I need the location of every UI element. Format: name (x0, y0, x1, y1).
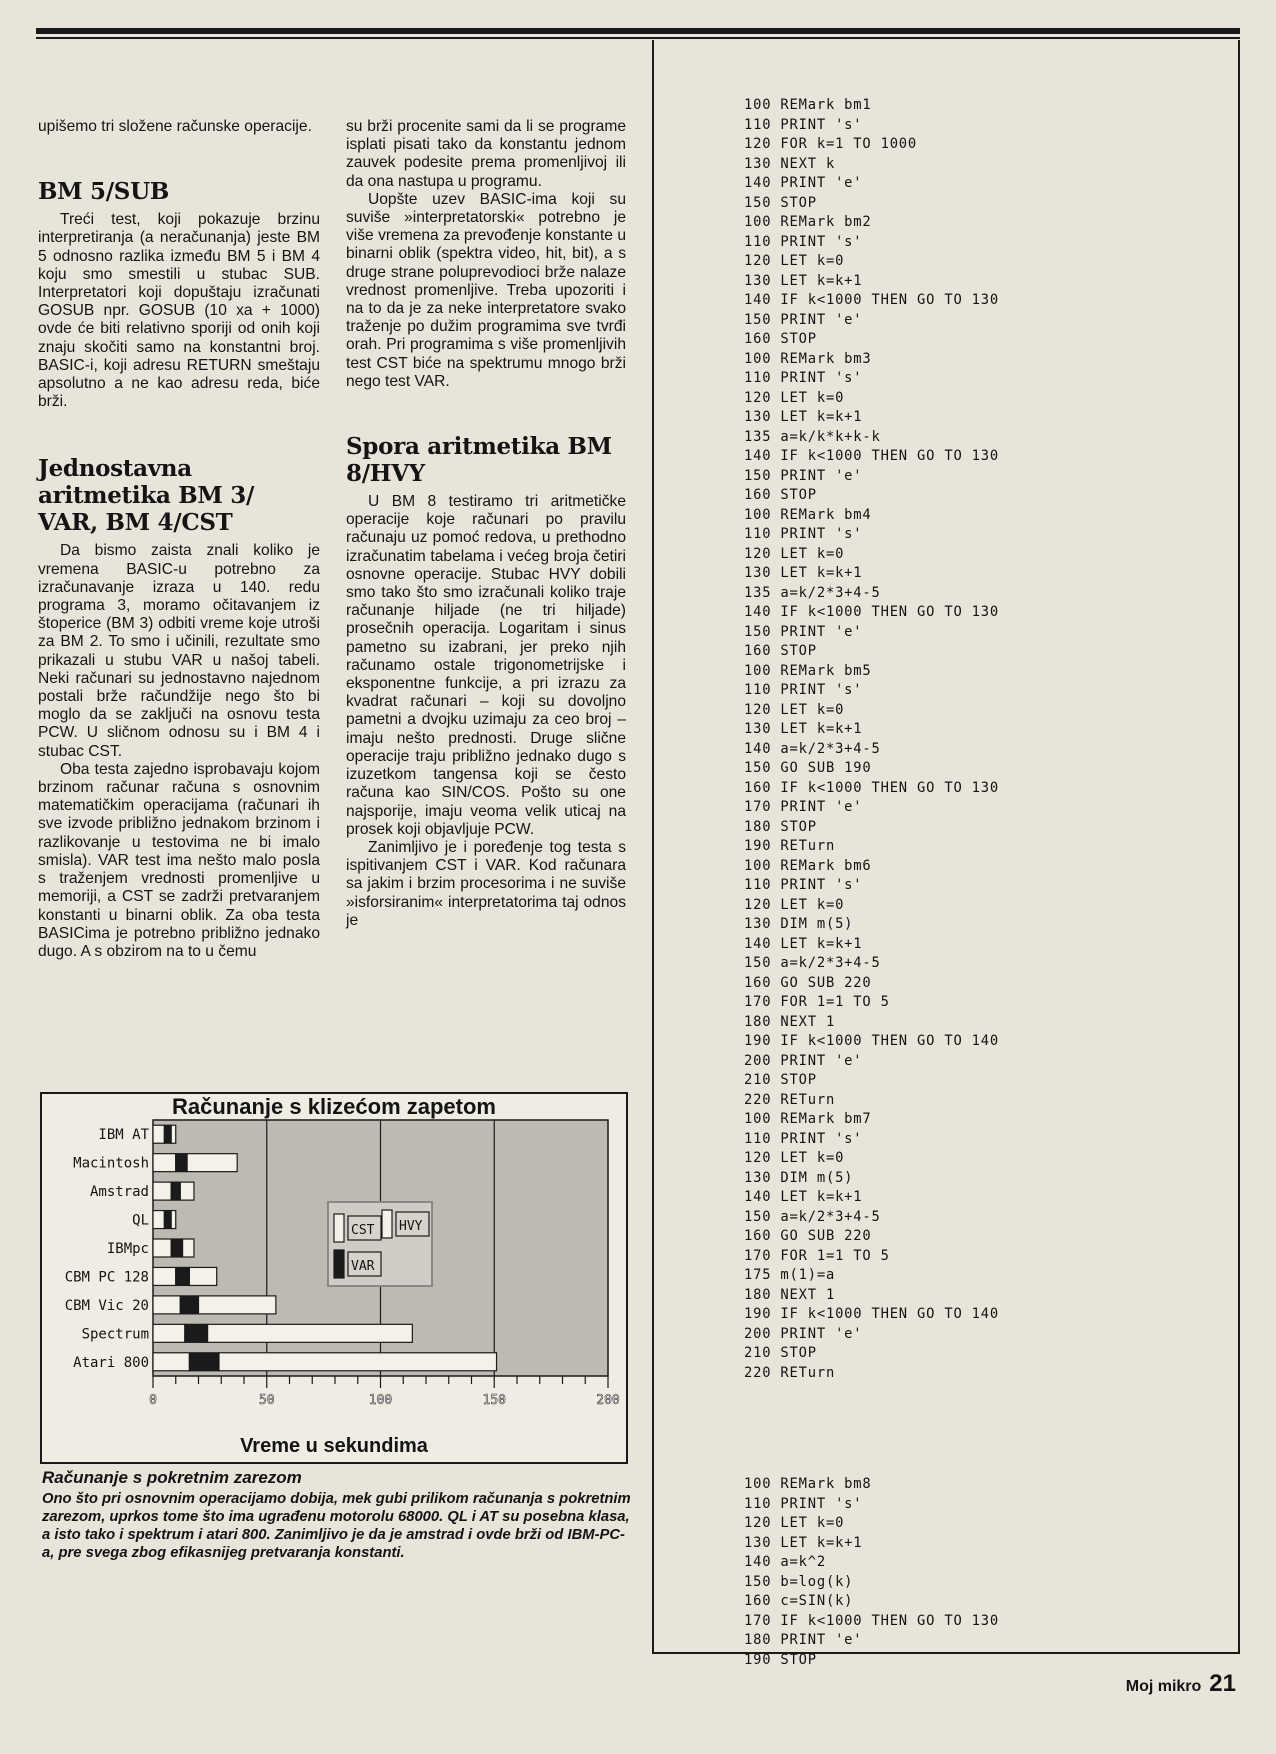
bar-cst (153, 1353, 189, 1371)
x-tick-label: 0 (149, 1393, 157, 1408)
legend-cst-swatch (334, 1214, 344, 1242)
category-label: Spectrum (81, 1326, 149, 1343)
code-listing-box (652, 40, 1240, 1668)
x-tick-label: 50 (258, 1393, 275, 1408)
caption-title: Računanje s pokretnim zarezom (42, 1468, 302, 1487)
bar-hvy (183, 1239, 194, 1257)
code-listing-bm8: 100 REMark bm8 110 PRINT 's' 120 LET k=0 130 LET k=k+1 140 a=k^2 150 b=log(k) 160 c=SIN(k) 170 IF k<1000 THEN GO TO 130 180 PRINT 'e' 190 STOP (744, 1476, 999, 1668)
x-tick-label: 200 (596, 1393, 620, 1408)
bar-hvy (187, 1154, 237, 1172)
x-tick-label: 100 (368, 1393, 393, 1408)
code-listing-bm1-bm7: 100 REMark bm1 110 PRINT 's' 120 FOR k=1 TO 1000 130 NEXT k 140 PRINT 'e' 150 STOP 100 REMark bm2 110 PRINT 's' 120 LET k=0 130 LET k=k+1 140 IF k<1000 THEN GO TO 130 150 PRINT 'e' 160 STOP 100 REMark bm3 110 PRINT 's' 120 LET k=0 130 LET k=k+1 135 a=k/k*k+k-k 140 IF k<1000 THEN GO TO 130 150 PRINT 'e' 160 STOP 100 REMark bm4 110 PRINT 's' 120 LET k=0 130 LET k=k+1 135 a=k/2*3+4-5 140 IF k<1000 THEN GO TO 130 150 PRINT 'e' 160 STOP 100 REMark bm5 110 PRINT 's' 120 LET k=0 130 LET k=k+1 140 a=k/2*3+4-5 150 GO SUB 190 160 IF k<1000 THEN GO TO 130 170 PRINT 'e' 180 STOP 190 RETurn 100 REMark bm6 110 PRINT 's' 120 LET k=0 130 DIM m(5) 140 LET k=k+1 150 a=k/2*3+4-5 160 GO SUB 220 170 FOR 1=1 TO 5 180 NEXT 1 190 IF k<1000 THEN GO TO 140 200 PRINT 'e' 210 STOP 220 RETurn 100 REMark bm7 110 PRINT 's' 120 LET k=0 130 DIM m(5) 140 LET k=k+1 150 a=k/2*3+4-5 160 GO SUB 220 170 FOR 1=1 TO 5 175 m(1)=a 180 NEXT 1 190 IF k<1000 THEN GO TO 140 200 PRINT 'e' 210 STOP 220 RETurn (744, 97, 999, 1381)
paragraph: Zanimljivo je i poređenje tog testa s ispitivanjem CST i VAR. Kod računara sa jakim i brzim procesorima i ne suviše »isforsiranim« interpretatorima taj odnos je (346, 838, 626, 929)
category-label: QL (132, 1212, 149, 1229)
bar-var (164, 1125, 171, 1143)
top-rule (36, 28, 1240, 34)
paragraph: su brži procenite sami da li se programe isplati pisati tako da konstantu jednom zauvek podesite prema promenljivoj ili da ona nastupa u programu. (346, 118, 626, 190)
category-label: IBMpc (106, 1241, 149, 1257)
page-footer (1126, 1670, 1236, 1698)
legend-var-swatch (334, 1250, 344, 1278)
bar-var (171, 1182, 180, 1200)
chart-title: Računanje s klizećom zapetom (172, 1094, 496, 1119)
bar-cst (153, 1182, 171, 1200)
paragraph: Uopšte uzev BASIC-ima koji su suviše »interpretatorski« potrebno je više vremena za prevođenje konstante u binarni oblik (spektra video, hit, bit), a s druge strane poluprevodioci brže nalaze vrednost promenljive. Treba upozoriti i na to da je za neke interpretatore svako traženje po dužim programima sve tvrđi orah. Pri programima s više promenljivih test CST biće na spektrumu mnogo brži nego test VAR. (346, 190, 626, 390)
category-label: Macintosh (73, 1155, 149, 1172)
bar-var (164, 1211, 171, 1229)
bar-hvy (171, 1211, 176, 1229)
paragraph: Da bismo zaista znali koliko je vremena BASIC-u potrebno za izračunavanje izraza u 140. redu programa 3, moramo očitavanjem iz štoperice (BM 3) odbiti vreme koje utroši za BM 2. To smo i učinili, rezultate smo prikazali u stubu VAR u našoj tabeli. Neki računari su jednostavno najednom postali brže račundžije nego što bi moglo da se zaključi na osnovu testa PCW. U sličnom odnosu su i BM 4 i stubac CST. (38, 542, 320, 760)
paragraph: upišemo tri složene računske operacije. (38, 118, 312, 135)
text-column-1 (38, 118, 320, 961)
bar-hvy (171, 1125, 176, 1143)
paragraph: Treći test, koji pokazuje brzinu interpretiranja (a neračunanja) jeste BM 5 odnosno razlika između BM 5 i BM 4 koju smo smestili u stubac SUB. Interpretatori koji dopuštaju izračunati GOSUB npr. GOSUB (10 xa + 1000) ovde će biti relativno sporiji od onih koji znaju skočiti samo na konstantni broj. BASIC-i, koji adresu RETURN smeštaju apsolutno a ne kao adresu reda, biće brži. (38, 211, 320, 411)
text-column-2 (346, 118, 626, 930)
bar-hvy (208, 1324, 413, 1342)
bar-var (189, 1353, 219, 1371)
category-label: CBM PC 128 (64, 1269, 149, 1286)
bar-cst (153, 1125, 164, 1143)
chart-caption (42, 1468, 632, 1562)
bar-hvy (189, 1267, 216, 1285)
section-heading-bm34: Jednostavna aritmetika BM 3/ VAR, BM 4/CST (38, 455, 255, 537)
top-rule-thin (36, 37, 1240, 39)
bar-var (185, 1324, 208, 1342)
section-heading-bm8: Spora aritmetika BM 8/HVY (346, 433, 612, 488)
category-label: Amstrad (89, 1184, 149, 1201)
chart-box (40, 1092, 628, 1464)
bar-cst (153, 1239, 171, 1257)
category-label: CBM Vic 20 (64, 1297, 149, 1314)
bar-var (176, 1154, 187, 1172)
bar-hvy (199, 1296, 276, 1314)
category-label: Atari 800 (73, 1354, 149, 1371)
bar-cst (153, 1211, 164, 1229)
category-label: IBM AT (98, 1127, 149, 1144)
magazine-name: Moj mikro (1125, 1678, 1202, 1695)
bar-hvy (219, 1353, 497, 1371)
legend-hvy-label: HVY (399, 1219, 423, 1234)
paragraph: Oba testa zajedno isprobavaju kojom brzinom računar računa s osnovnim matematičkim operacijama (računari ih sve izvode približno jednakom brzinom i razlikovanje u testovima ne bi imalo smisla). VAR test ima nešto malo posla s traženjem vrednosti promenljive u memoriji, a CST se zadrži pretvaranjem konstanti u binarni oblik. Za oba testa BASICima je potrebno približno jednako dugo. A s obzirom na to u čemu (38, 760, 320, 960)
bar-cst (153, 1154, 176, 1172)
x-axis-label: Vreme u sekundima (240, 1435, 428, 1457)
bar-var (171, 1239, 182, 1257)
legend-cst-label: CST (351, 1223, 375, 1238)
section-heading-bm5: BM 5/SUB (38, 178, 170, 206)
page-number: 21 (1209, 1670, 1236, 1697)
bar-hvy (180, 1182, 194, 1200)
paragraph: U BM 8 testiramo tri aritmetičke operacije koje računari po pravilu računaju uz pomoć redova, u prethodno izračunatim tabelama i većeg broja četiri osnovne operacije. Stubac HVY dobili smo tako što smo izračunali koliko traje računanje hiljade (ne tri hiljade) prosečnih operacija. Logaritam i sinus pametno su izabrani, jer preko njih računamo ostale trigonometrijske i eksponentne funkcije, a pri izrazu za kvadrat računari – koji su dovoljno pametni a dvojku uzimaju za ceo broj – imaju nešto prednosti. Druge slične operacije traju približno jednako dugo s izuzetkom tangensa koji se često računa kao SIN/COS. Pošto su one najsporije, imaju veoma velik uticaj na prosek koji objavljuje PCW. (346, 493, 626, 838)
bar-cst (153, 1324, 185, 1342)
bar-cst (153, 1296, 180, 1314)
caption-text: Ono što pri osnovnim operacijamo dobija, mek gubi prilikom računanja s pokretnim zarezom, uprkos tome što ima ugrađenu motorolu 68000. QL i AT su posebna klasa, a isto tako i spektrum i atari 800. Zanimljivo je da je amstrad i ovde brži od IBM-PC-a, pre svega zbog efikasnijeg pretvaranja konstanti. (42, 1491, 631, 1561)
floating-point-chart (42, 1094, 626, 1462)
bar-cst (153, 1267, 176, 1285)
legend-hvy-swatch (382, 1210, 392, 1238)
legend-var-label: VAR (351, 1259, 375, 1274)
bar-var (176, 1267, 190, 1285)
bar-var (180, 1296, 198, 1314)
x-tick-label: 150 (482, 1393, 506, 1408)
